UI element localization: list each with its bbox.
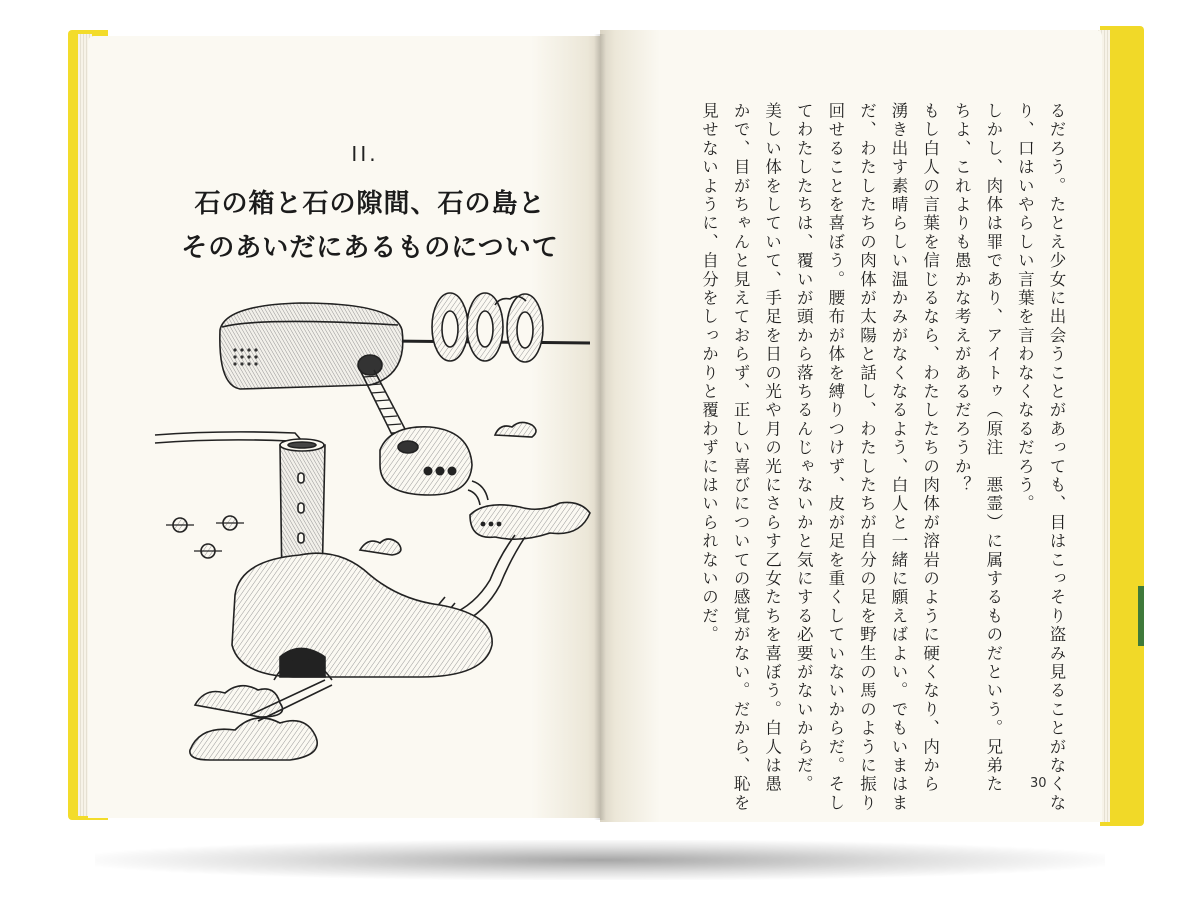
chapter-title-line-1: 石の箱と石の隙間、石の島と <box>194 189 546 219</box>
cover-green-accent <box>1138 586 1144 646</box>
text-line: 回せることを喜ぼう。腰布が体を縛りつけず、皮が足を重くしていないからだ。そし <box>825 102 845 813</box>
text-line: しかし、肉体は罪であり、アイトゥ（原注 悪霊）に属するものだという。兄弟た <box>983 102 1003 794</box>
text-line: るだろう。たとえ少女に出会うことがあっても、目はこっそり盗み見ることがなくな <box>1047 102 1066 813</box>
text-line: 湧き出す素晴らしい温かみがなくなるよう、白人と一緒に願えばよい。でもいまはま <box>889 102 909 813</box>
book-shadow <box>95 840 1105 880</box>
text-line: 見せないように、自分をしっかりと覆わずにはいられないのだ。 <box>699 102 719 645</box>
text-line: だ、わたしたちの肉体が太陽と話し、わたしたちが自分の足を野生の馬のように振り <box>857 102 877 813</box>
text-line: ちよ、これよりも愚かな考えがあるだろうか？ <box>952 102 972 495</box>
chapter-number: II. <box>351 142 379 166</box>
chapter-illustration <box>140 285 600 805</box>
page-number: 30 <box>1030 776 1047 791</box>
chapter-title-line-2: そのあいだにあるものについて <box>181 233 559 263</box>
text-line: てわたしたちは、覆いが頭から落ちるんじゃないかと気にする必要がないからだ。 <box>794 102 814 794</box>
text-line: もし白人の言葉を信じるなら、わたしたちの肉体が溶岩のように硬くなり、内から <box>920 102 940 794</box>
text-line: り、口はいやらしい言葉を言わなくなるだろう。 <box>1015 102 1035 514</box>
text-line: かで、目がちゃんと見えておらず、正しい喜びについての感覚がない。だから、恥を <box>731 102 751 813</box>
text-line: 美しい体をしていて、手足を日の光や月の光にさらす乙女たちを喜ぼう。白人は愚 <box>762 102 782 794</box>
